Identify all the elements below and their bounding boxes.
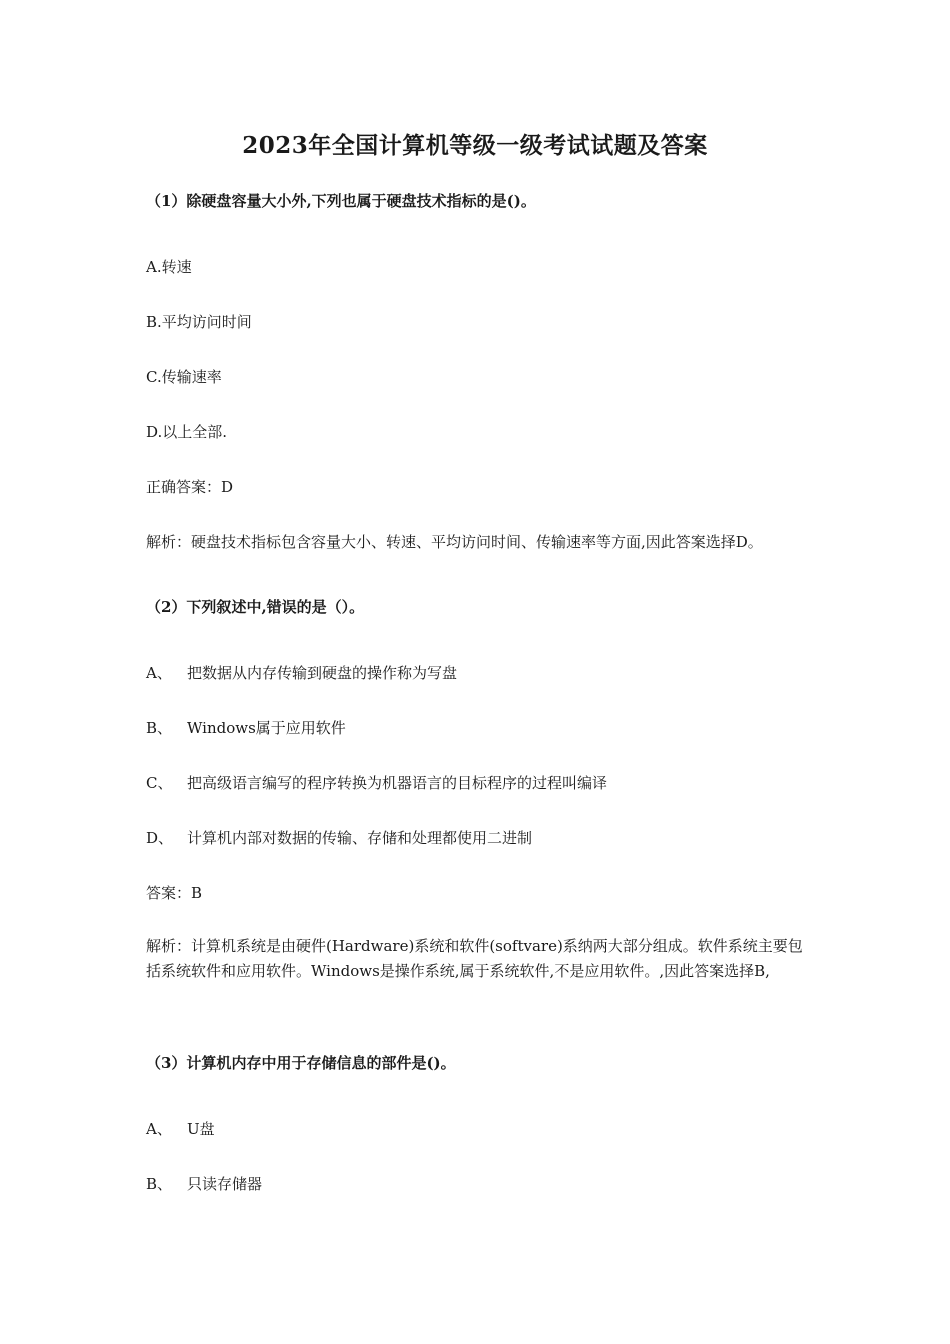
question-2-answer: 答案：B <box>146 884 203 902</box>
option-letter: D、 <box>146 829 174 847</box>
option-text: 只读存储器 <box>187 1175 263 1193</box>
question-1-option-b: B.平均访问时间 <box>146 313 252 331</box>
option-text: 把数据从内存传输到硬盘的操作称为写盘 <box>187 664 458 682</box>
option-letter: B、 <box>146 1175 173 1193</box>
option-text: 计算机内部对数据的传输、存储和处理都使用二进制 <box>187 829 533 847</box>
question-1-option-c: C.传输速率 <box>146 368 222 386</box>
question-1-answer: 正确答案：D <box>146 478 234 496</box>
question-2-option-b <box>146 717 346 738</box>
document-title: 2023年全国计算机等级一级考试试题及答案 <box>242 132 708 159</box>
question-1-option-a: A.转速 <box>146 258 192 276</box>
option-letter: A、 <box>146 664 172 682</box>
question-2-analysis: 解析：计算机系统是由硬件(Hardware)系统和软件(softvare)系纳两大部分组成。软件系统主要包括系统软件和应用软件。Windows是操作系统,属于系统软件,不是应用软件。,因此答案选择B, <box>146 937 803 980</box>
question-2-option-c <box>146 772 607 793</box>
question-3-option-b <box>146 1173 262 1194</box>
question-1-analysis: 解析：硬盘技术指标包含容量大小、转速、平均访问时间、传输速率等方面,因此答案选择D。 <box>146 533 763 551</box>
option-text: U盘 <box>187 1120 215 1138</box>
question-1-option-d: D.以上全部. <box>146 423 228 441</box>
option-text: 把高级语言编写的程序转换为机器语言的目标程序的过程叫编译 <box>187 774 608 792</box>
question-2-option-a <box>146 662 457 683</box>
question-2-stem: （2）下列叙述中,错误的是（）。 <box>146 598 365 616</box>
option-text: Windows属于应用软件 <box>187 719 346 737</box>
question-2-option-d <box>146 827 532 848</box>
question-3-stem: （3）计算机内存中用于存储信息的部件是()。 <box>146 1054 456 1072</box>
question-3-option-a <box>146 1118 215 1139</box>
option-letter: A、 <box>146 1120 172 1138</box>
option-letter: C、 <box>146 774 173 792</box>
option-letter: B、 <box>146 719 173 737</box>
question-1-stem: （1）除硬盘容量大小外,下列也属于硬盘技术指标的是()。 <box>146 192 536 210</box>
